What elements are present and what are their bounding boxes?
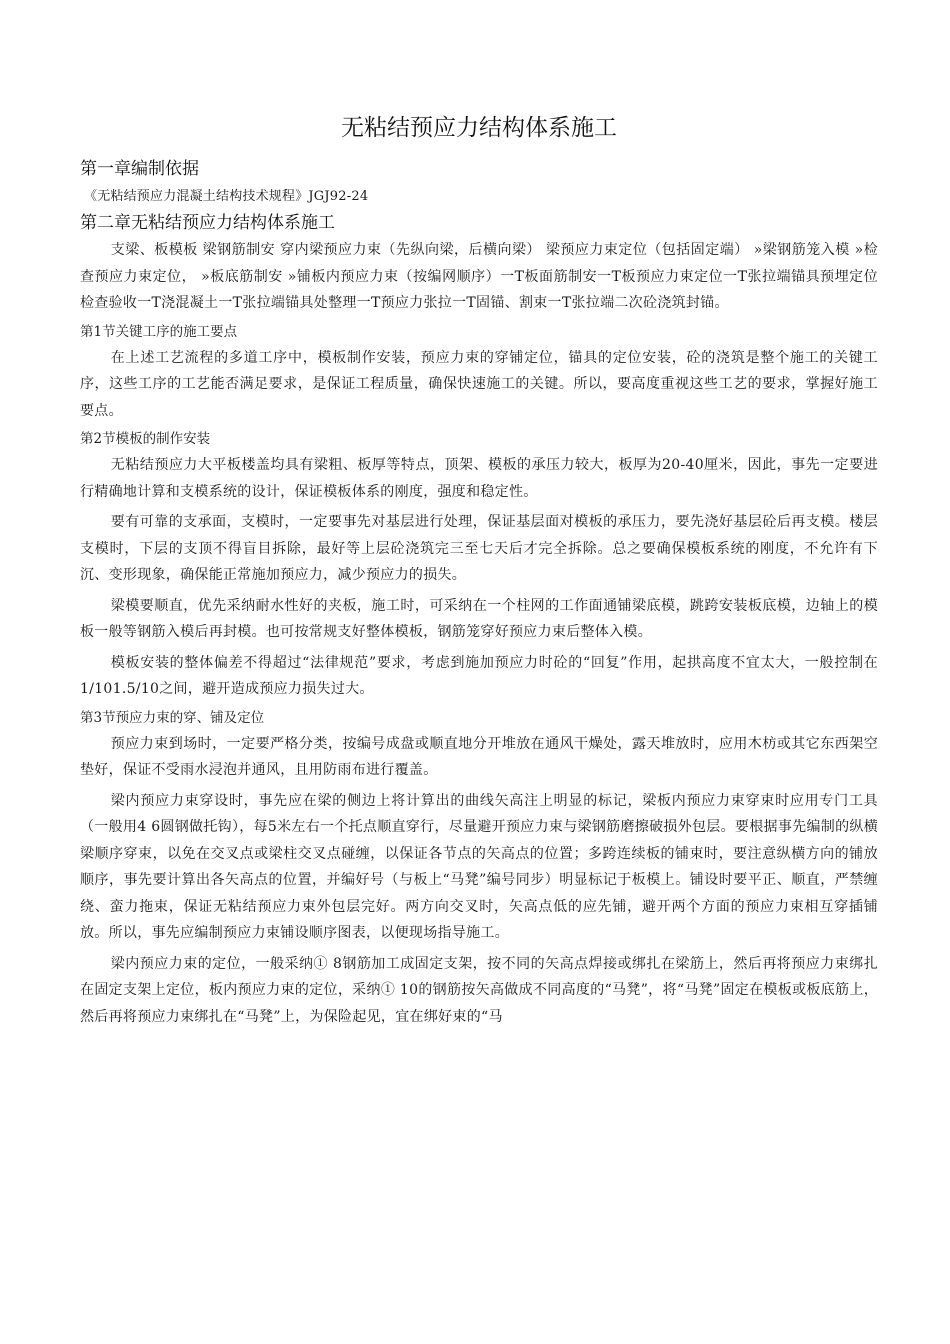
section-1-paragraph: 在上述工艺流程的多道工序中，模板制作安装，预应力束的穿铺定位，锚具的定位安装，砼的浇筑是整个施工的关键工序，这些工序的工艺能否满足要求，是保证工程质量，确保快速施工的关键。所以，要高度重视这些工艺的要求，掌握好施工要点。 — [80, 349, 878, 419]
section-2-heading: 第2节模板的制作安装 — [80, 431, 211, 447]
section-1-heading: 第1节关键工序的施工要点 — [80, 323, 238, 340]
chapter-1-heading: 第一章编制依据 — [80, 159, 199, 179]
chapter-2-heading: 第二章无粘结预应力结构体系施工 — [80, 213, 335, 233]
section-3-paragraph: 梁内预应力束穿设时，事先应在梁的侧边上将计算出的曲线矢高注上明显的标记，梁板内预应力束穿束时应用专门工具（一般用4 6圆钢做托钩），每5米左右一个托点顺直穿行，尽量避开预应力束与梁钢筋磨擦破损外包层。要根据事先编制的纵横梁顺序穿束，以免在交叉点或梁柱交叉点碰缠，以保证各节点的矢高点的位置；多跨连续板的铺束时，要注意纵横方向的铺放顺序，事先要计算出各矢高点的位置，并编好号（与板上“马凳”编号同步）明显标记于板模上。铺设时要平正、顺直，严禁缠绕、蛮力拖束，保证无粘结预应力束外包层完好。两方向交叉时，矢高点低的应先铺，避开两个方面的预应力束相互穿插铺放。所以，事先应编制预应力束铺设顺序图表，以便现场指导施工。 — [80, 792, 878, 941]
section-3-paragraph: 梁内预应力束的定位，一般采纳① 8钢筋加工成固定支架，按不同的矢高点焊接或绑扎在梁筋上，然后再将预应力束绑扎在固定支架上定位，板内预应力束的定位，采纳① 10的钢筋按矢高做成不同高度的“马凳”，将“马凳”固定在模板或板底筋上，然后再将预应力束绑扎在“马凳”上，为保险起见，宜在绑好束的“马 — [80, 955, 878, 1025]
reference-standard: 《无粘结预应力混凝土结构技术规程》JGJ92-24 — [84, 189, 369, 204]
process-flow-paragraph: 支梁、板模板 梁钢筋制安 穿内梁预应力束（先纵向梁，后横向梁） 梁预应力束定位（包括固定端） »梁钢筋笼入模 »检查预应力束定位， »板底筋制安 »铺板内预应力束（按编网顺序）一T板面筋制安一T板预应力束定位一T张拉端锚具预埋定位检查验收一T浇混凝土一T张拉端锚具处整理一T预应力张拉一T固锚、割束一T张拉端二次砼浇筑封锚。 — [80, 242, 878, 311]
section-2-paragraph: 模板安装的整体偏差不得超过“法律规范”要求，考虑到施加预应力时砼的“回复”作用，起拱高度不宜太大，一般控制在1/101.5/10之间，避开造成预应力损失过大。 — [80, 654, 878, 697]
section-3-paragraph: 预应力束到场时，一定要严格分类，按编号成盘或顺直地分开堆放在通风干燥处，露天堆放时，应用木枋或其它东西架空垫好，保证不受雨水浸泡并通风，且用防雨布进行覆盖。 — [80, 735, 878, 778]
section-2-paragraph: 要有可靠的支承面，支模时，一定要事先对基层进行处理，保证基层面对模板的承压力，要先浇好基层砼后再支模。楼层支模时，下层的支顶不得盲目拆除，最好等上层砼浇筑完三至七天后才完全拆除。总之要确保模板系统的刚度，不允许有下沉、变形现象，确保能正常施加预应力，减少预应力的损失。 — [80, 514, 878, 583]
section-2-paragraph: 无粘结预应力大平板楼盖均具有梁粗、板厚等特点，顶架、模板的承压力较大，板厚为20-40厘米，因此，事先一定要进行精确地计算和支模系统的设计，保证模板体系的刚度，强度和稳定性。 — [80, 457, 878, 500]
section-3-heading: 第3节预应力束的穿、铺及定位 — [80, 709, 265, 726]
document-title: 无粘结预应力结构体系施工 — [341, 115, 617, 141]
section-2-paragraph: 梁模要顺直，优先采纳耐水性好的夹板，施工时，可采纳在一个柱网的工作面通铺梁底模，跳跨安装板底模，边轴上的模板一般等钢筋入模后再封模。也可按常规支好整体模板，钢筋笼穿好预应力束后整体入模。 — [80, 597, 878, 640]
